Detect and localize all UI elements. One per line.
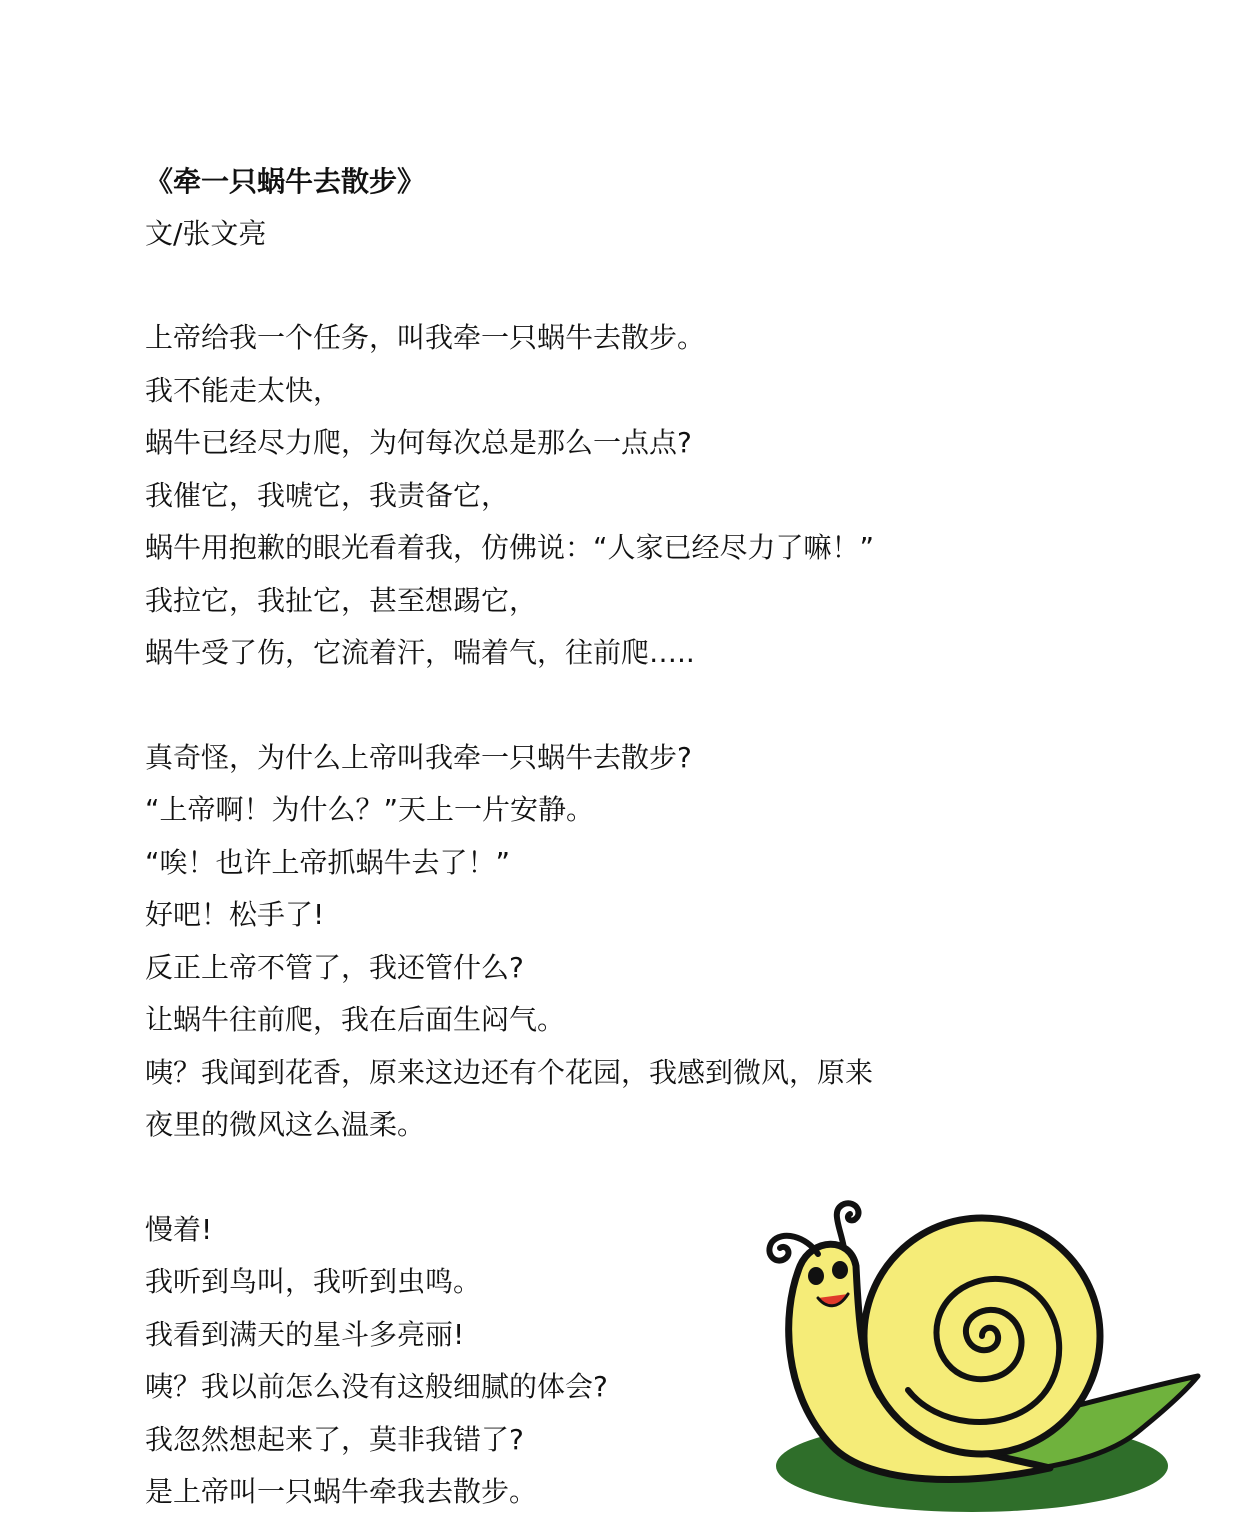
poem-line: 我听到鸟叫，我听到虫鸣。 — [145, 1265, 482, 1298]
poem-line: 夜里的微风这么温柔。 — [145, 1108, 426, 1141]
poem-line: 我忽然想起来了，莫非我错了? — [145, 1422, 524, 1456]
eye-right — [832, 1261, 848, 1279]
stanza-gap — [145, 260, 945, 312]
poem-line: 让蜗牛往前爬，我在后面生闷气。 — [145, 1003, 566, 1036]
poem-line: 咦？我闻到花香，原来这边还有个花园，我感到微风，原来 — [145, 1055, 874, 1089]
poem-line: 我催它，我唬它，我责备它， — [145, 478, 510, 512]
antenna-right — [837, 1203, 859, 1248]
poem-line: 蜗牛用抱歉的眼光看着我，仿佛说：“人家已经尽力了嘛！” — [145, 531, 875, 564]
stanza-1 — [145, 312, 945, 680]
poem-line: 我不能走太快， — [145, 373, 342, 407]
poem-line: 蜗牛已经尽力爬，为何每次总是那么一点点? — [145, 426, 692, 459]
poem-line: “唉！也许上帝抓蜗牛去了！” — [145, 845, 511, 879]
eye-left — [808, 1267, 824, 1285]
stanza-2 — [145, 732, 945, 1152]
poem-line: “上帝啊！为什么？”天上一片安静。 — [145, 793, 595, 826]
poem-line: 真奇怪，为什么上帝叫我牵一只蜗牛去散步? — [145, 740, 692, 774]
poem-line: 是上帝叫一只蜗牛牵我去散步。 — [145, 1475, 538, 1508]
poem-author: 文/张文亮 — [145, 217, 267, 250]
poem-line: 咦？我以前怎么没有这般细腻的体会? — [145, 1370, 608, 1403]
snail-icon — [760, 1196, 1210, 1512]
poem-line: 上帝给我一个任务，叫我牵一只蜗牛去散步。 — [145, 321, 706, 354]
poem-title: 《牵一只蜗牛去散步》 — [145, 165, 426, 198]
poem-line: 蜗牛受了伤，它流着汗，喘着气，往前爬….. — [145, 636, 695, 669]
poem-line: 我看到满天的星斗多亮丽! — [145, 1317, 465, 1351]
poem-line: 反正上帝不管了，我还管什么? — [145, 950, 524, 984]
poem-line: 我拉它，我扯它，甚至想踢它， — [145, 583, 538, 617]
stanza-gap — [145, 680, 945, 732]
poem-line: 好吧！松手了! — [145, 898, 325, 931]
poem-line: 慢着! — [145, 1212, 213, 1246]
